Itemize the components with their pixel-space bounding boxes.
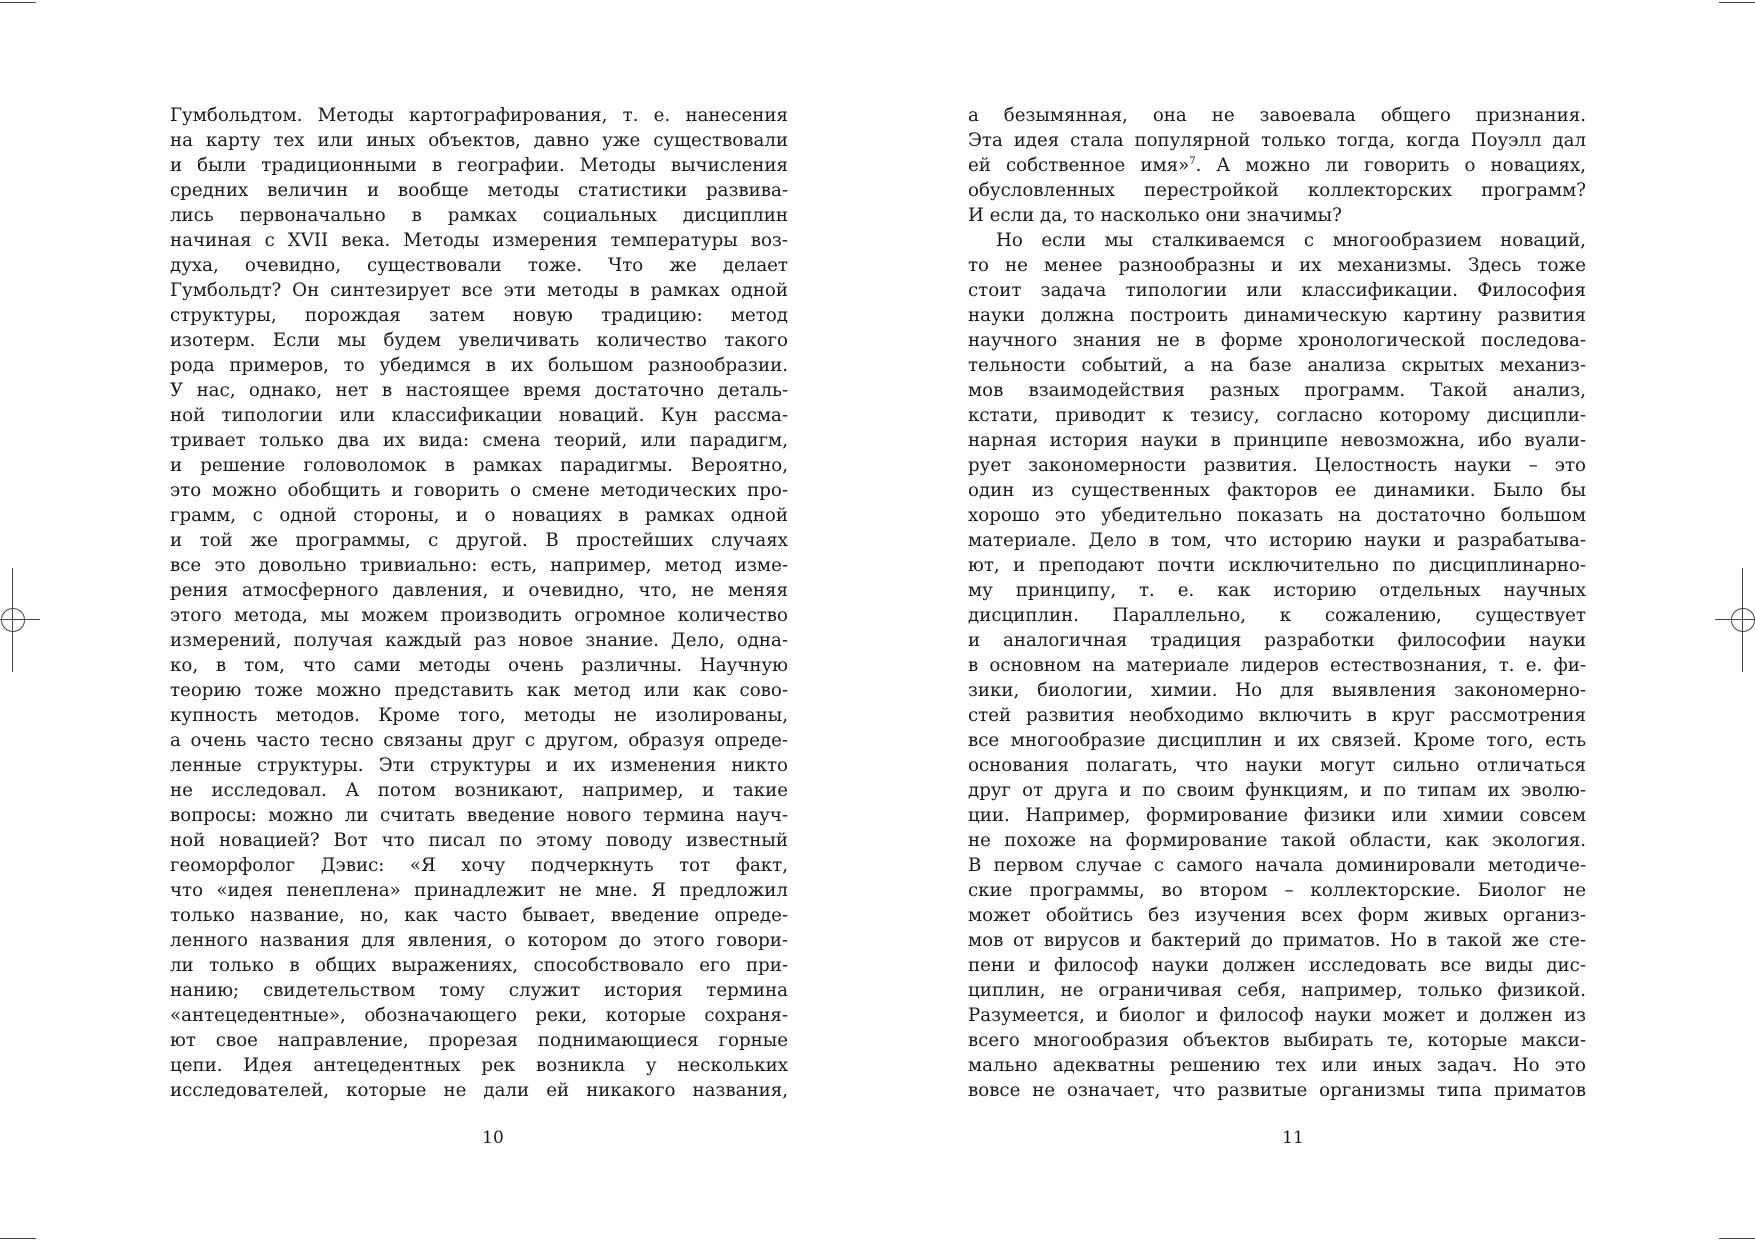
left-page: [0, 0, 877, 1241]
text-line: хорошо это убедительно показать на достаточно большом: [968, 505, 1586, 526]
left-page-text: [170, 103, 788, 1103]
text-line: и аналогичная традиция разработки философии науки: [968, 630, 1586, 651]
text-line-with-footnote: [968, 153, 1586, 178]
text-line: нанию; свидетельством тому служит история термина: [170, 980, 788, 1001]
text-line: ной новацией? Вот что писал по этому поводу известный: [170, 830, 788, 851]
text-line: материале. Дело в том, что историю науки и разрабатыва-: [968, 530, 1586, 551]
text-line: Эта идея стала популярной только тогда, когда Поуэлл дал: [968, 130, 1586, 151]
text-line: что «идея пенеплена» принадлежит не мне. Я предложил: [170, 880, 788, 901]
text-line: все многообразие дисциплин и их связей. Кроме того, есть: [968, 730, 1586, 751]
text-line: И если да, то насколько они значимы?: [968, 205, 1342, 226]
text-line: один из существенных факторов ее динамики. Было бы: [968, 480, 1586, 501]
text-line: начиная с XVII века. Методы измерения температуры воз-: [170, 230, 788, 251]
text-line: а очень часто тесно связаны друг с другом, образуя опреде-: [170, 730, 788, 751]
text-line: пени и философ науки должен исследовать все виды дис-: [968, 955, 1586, 976]
text-line: мов взаимодействия разных программ. Такой анализ,: [968, 380, 1586, 401]
text-line: ной типологии или классификации новаций. Кун рассма-: [170, 405, 788, 426]
text-line: науки должна построить динамическую картину развития: [968, 305, 1586, 326]
text-line: ко, в том, что сами методы очень различны. Научную: [170, 655, 788, 676]
text-line: Гумбольдт? Он синтезирует все эти методы в рамках одной: [170, 280, 788, 301]
text-line: мов от вирусов и бактерий до приматов. Но в такой же сте-: [968, 930, 1586, 951]
paragraph-2: [968, 228, 1586, 1103]
text-line: не похоже на формирование такой области, как экология.: [968, 830, 1586, 851]
text-line: вовсе не означает, что развитые организмы типа приматов: [968, 1080, 1586, 1101]
text-line: купность методов. Кроме того, методы не изолированы,: [170, 705, 788, 726]
text-line: и решение головоломок в рамках парадигмы. Вероятно,: [170, 455, 788, 476]
text-line: только название, но, как часто бывает, введение опреде-: [170, 905, 788, 926]
text-line: рует закономерности развития. Целостность науки – это: [968, 455, 1586, 476]
text-line: основания полагать, что науки могут сильно отличаться: [968, 755, 1586, 776]
text-line: му принципу, т. е. как историю отдельных научных: [968, 580, 1586, 601]
text-line: не исследовал. А потом возникают, например, и такие: [170, 780, 788, 801]
text-line: «антецедентные», обозначающего реки, которые сохраня-: [170, 1005, 788, 1026]
footnote-line-before: ей собственное имя»: [968, 155, 1190, 176]
text-line: ленного названия для явления, о котором до этого говори-: [170, 930, 788, 951]
text-line: изотерм. Если мы будем увеличивать количество такого: [170, 330, 788, 351]
footnote-reference[interactable]: 7: [1189, 155, 1196, 167]
text-line: циплин, не ограничивая себя, например, только физикой.: [968, 980, 1586, 1001]
text-line: и были традиционными в географии. Методы вычисления: [170, 155, 788, 176]
text-line: Но если мы сталкиваемся с многообразием новаций,: [996, 230, 1586, 251]
text-line: зики, биологии, химии. Но для выявления закономерно-: [968, 680, 1586, 701]
text-line: кстати, приводит к тезису, согласно которому дисципли-: [968, 405, 1586, 426]
page-number-left: 10: [482, 1128, 504, 1148]
text-line: все это довольно тривиально: есть, например, метод изме-: [170, 555, 788, 576]
text-line: лись первоначально в рамках социальных дисциплин: [170, 205, 788, 226]
text-line: всего многообразия объектов выбирать те, которые макси-: [968, 1030, 1586, 1051]
text-line: исследователей, которые не дали ей никакого названия,: [170, 1080, 788, 1101]
text-line: дисциплин. Параллельно, к сожалению, существует: [968, 605, 1586, 626]
text-line: в основном на материале лидеров естествознания, т. е. фи-: [968, 655, 1586, 676]
page-number-right: 11: [1282, 1128, 1304, 1148]
text-line: измерений, получая каждый раз новое знание. Дело, одна-: [170, 630, 788, 651]
text-line: вопросы: можно ли считать введение нового термина науч-: [170, 805, 788, 826]
text-line: обусловленных перестройкой коллекторских программ?: [968, 180, 1586, 201]
text-line: друг от друга и по своим функциям, и по типам их эволю-: [968, 780, 1586, 801]
text-line: ют свое направление, прорезая поднимающиеся горные: [170, 1030, 788, 1051]
right-page: [877, 0, 1755, 1241]
text-line: а безымянная, она не завоевала общего признания.: [968, 105, 1586, 126]
text-line: тельности событий, а на базе анализа скрытых механиз-: [968, 355, 1586, 376]
text-line: грамм, с одной стороны, и о новациях в рамках одной: [170, 505, 788, 526]
text-line: и той же программы, с другой. В простейших случаях: [170, 530, 788, 551]
text-line: ленные структуры. Эти структуры и их изменения никто: [170, 755, 788, 776]
text-line: тривает только два их вида: смена теорий, или парадигм,: [170, 430, 788, 451]
text-line: стоит задача типологии или классификации. Философия: [968, 280, 1586, 301]
text-line: научного знания не в форме хронологической последова-: [968, 330, 1586, 351]
text-line: Разумеется, и биолог и философ науки может и должен из: [968, 1005, 1586, 1026]
text-line: ют, и преподают почти исключительно по дисциплинарно-: [968, 555, 1586, 576]
text-line: структуры, порождая затем новую традицию: метод: [170, 305, 788, 326]
text-line: рения атмосферного давления, и очевидно, что, не меняя: [170, 580, 788, 601]
text-line: средних величин и вообще методы статистики развива-: [170, 180, 788, 201]
text-line: то не менее разнообразны и их механизмы. Здесь тоже: [968, 255, 1586, 276]
text-line: В первом случае с самого начала доминировали методиче-: [968, 855, 1586, 876]
right-page-text: [968, 103, 1586, 1103]
text-line: мально адекватны решению тех или иных задач. Но это: [968, 1055, 1586, 1076]
text-line: рода примеров, то убедимся в их большом разнообразии.: [170, 355, 788, 376]
text-line: нарная история науки в принципе невозможна, ибо вуали-: [968, 430, 1586, 451]
text-line: этого метода, мы можем производить огромное количество: [170, 605, 788, 626]
text-line: цепи. Идея антецедентных рек возникла у нескольких: [170, 1055, 788, 1076]
text-line: У нас, однако, нет в настоящее время достаточно деталь-: [170, 380, 788, 401]
text-line: ции. Например, формирование физики или химии совсем: [968, 805, 1586, 826]
text-line: духа, очевидно, существовали тоже. Что же делает: [170, 255, 788, 276]
text-line: стей развития необходимо включить в круг рассмотрения: [968, 705, 1586, 726]
text-line: геоморфолог Дэвис: «Я хочу подчеркнуть тот факт,: [170, 855, 788, 876]
text-line: ли только в общих выражениях, способствовало его при-: [170, 955, 788, 976]
text-line: это можно обобщить и говорить о смене методических про-: [170, 480, 788, 501]
text-line: может обойтись без изучения всех форм живых организ-: [968, 905, 1586, 926]
text-line: ские программы, во втором – коллекторские. Биолог не: [968, 880, 1586, 901]
text-line: на карту тех или иных объектов, давно уже существовали: [170, 130, 788, 151]
text-line: Гумбольдтом. Методы картографирования, т. е. нанесения: [170, 105, 788, 126]
footnote-line-after: . А можно ли говорить о новациях,: [1195, 155, 1586, 176]
text-line: теорию тоже можно представить как метод или как сово-: [170, 680, 788, 701]
